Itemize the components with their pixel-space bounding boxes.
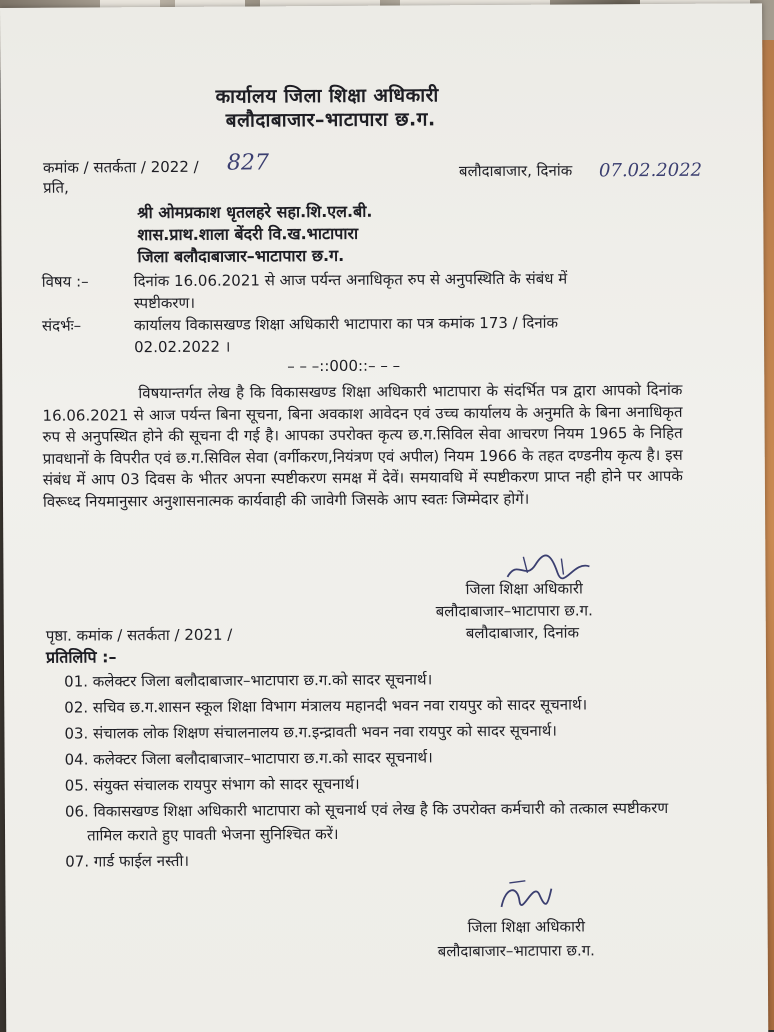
copy-to-label: प्रतिलिपि :– — [45, 647, 117, 667]
list-item: 05. संयुक्त संचालक रायपुर संभाग को सादर सूचनार्थ। — [64, 774, 360, 795]
recipient-line: श्री ओमप्रकाश धृतलहरे सहा.शि.एल.बी. — [137, 201, 373, 223]
district-heading: बलौदाबाजार–भाटापारा छ.ग. — [225, 108, 436, 132]
endorsement-ref-label: पृष्ठा. कमांक / सतर्कता / 2021 / — [45, 625, 233, 645]
signatory-place: बलौदाबाजार–भाटापारा छ.ग. — [437, 941, 595, 961]
letter-body-text: विषयान्तर्गत लेख है कि विकासखण्ड शिक्षा अधिकारी भाटापारा के संदर्भित पत्र द्वारा आपको दिनांक 16.06.2021 से आज पर्यन्त बिना सूचना, बिना अवकाश आवेदन एवं उच्च कार्यालय के अनुमति के बिना अनाधिकृत रुप से अनुपस्थित होने की सूचना दी गई है। आपका उपरोक्त कृत्य छ.ग.सिविल सेवा आचरण नियम 1965 के निहित प्रावधानों के विपरीत एवं छ.ग.सिविल सेवा (वर्गीकरण,नियंत्रण एवं अपील) नियम 1966 के तहत दण्डनीय कृत्य है। इस संबंध में आप 03 दिवस के भीतर अपना स्पष्टीकरण समक्ष में देवें। समयावधि में स्पष्टीकरण प्राप्त नही होने पर आपके विरूध्द नियमानुसार अनुशासनात्मक कार्यवाही की जावेगी जिसके आप स्वतः जिम्मेदार होगें। — [42, 380, 683, 511]
handwritten-date: 07.02.2022 — [598, 159, 703, 182]
recipient-line: जिला बलौदाबाजार–भाटापारा छ.ग. — [137, 245, 345, 267]
reference-text: 02.02.2022 । — [134, 337, 231, 357]
office-heading: कार्यालय जिला शिक्षा अधिकारी — [215, 84, 439, 108]
place-date-label: बलौदाबाजार, दिनांक — [458, 161, 573, 181]
list-item: 03. संचालक लोक शिक्षण संचालनालय छ.ग.इन्द्रावती भवन नवा रायपुर को सादर सूचनार्थ। — [64, 721, 558, 743]
reference-text: कार्यालय विकासखण्ड शिक्षा अधिकारी भाटापारा का पत्र कमांक 173 / दिनांक — [133, 313, 559, 335]
subject-text: दिनांक 16.06.2021 से आज पर्यन्त अनाधिकृत रुप से अनुपस्थिति के संबंध में — [133, 269, 568, 291]
reference-label: संदर्भः– — [41, 316, 82, 335]
endorsement-place-date: बलौदाबाजार, दिनांक — [465, 623, 580, 643]
list-item: 06. विकासखण्ड शिक्षा अधिकारी भाटापारा को सूचनार्थ एवं लेख है कि उपरोक्त कर्मचारी को तत्काल स्पष्टीकरण तामिल कराते हुए पावती भेजना सुनिश्चित करें। — [64, 798, 669, 845]
list-item: 01. कलेक्टर जिला बलौदाबाजार–भाटापारा छ.ग.को सादर सूचनार्थ। — [64, 670, 433, 691]
list-item: 04. कलेक्टर जिला बलौदाबाजार–भाटापारा छ.ग.को सादर सूचनार्थ। — [64, 748, 433, 769]
signature-2 — [495, 877, 555, 917]
handwritten-ref-number: 827 — [226, 150, 270, 176]
signatory-title: जिला शिक्षा अधिकारी — [467, 917, 586, 937]
list-item: 07. गार्ड फाईल नस्ती। — [65, 851, 190, 871]
subject-text: स्पष्टीकरण। — [133, 293, 196, 313]
signatory-place: बलौदाबाजार–भाटापारा छ.ग. — [435, 601, 593, 621]
list-item: 02. सचिव छ.ग.शासन स्कूल शिक्षा विभाग मंत्रालय महानदी भवन नवा रायपुर को सादर सूचनार्थ। — [64, 695, 588, 717]
signatory-title: जिला शिक्षा अधिकारी — [465, 579, 583, 599]
reference-number-label: कमांक / सतर्कता / 2022 / — [42, 157, 199, 177]
to-label: प्रति, — [43, 178, 69, 197]
letter-body — [42, 380, 683, 513]
letter-sheet — [0, 3, 768, 1032]
separator: – – –::000::– – – — [287, 356, 401, 376]
recipient-line: शास.प्राथ.शाला बेंदरी वि.ख.भाटापारा — [137, 223, 359, 245]
copy-to-list — [64, 666, 685, 876]
subject-label: विषय :– — [41, 272, 89, 291]
